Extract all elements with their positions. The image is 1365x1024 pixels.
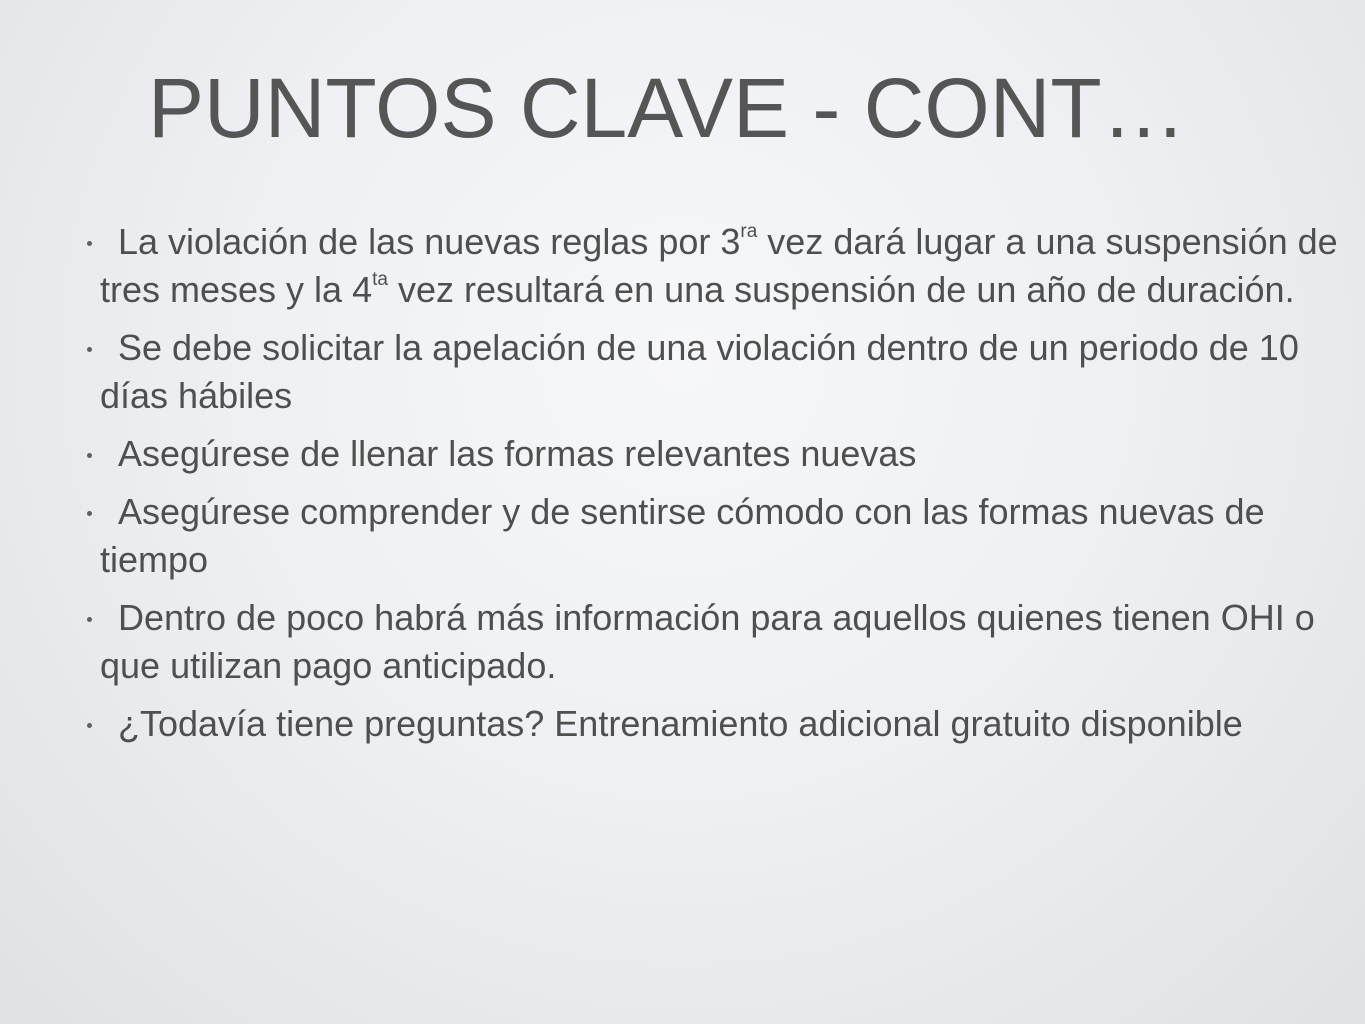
ordinal-superscript: ta bbox=[372, 269, 388, 290]
bullet-item bbox=[82, 700, 1357, 748]
bullet-dot-icon bbox=[87, 347, 92, 352]
bullet-dot-icon bbox=[87, 241, 92, 246]
bullet-item bbox=[82, 488, 1357, 584]
bullet-item bbox=[82, 324, 1357, 420]
bullet-text: La violación de las nuevas reglas por 3 bbox=[118, 221, 741, 262]
bullet-list bbox=[82, 218, 1357, 758]
bullet-dot-icon bbox=[87, 511, 92, 516]
bullet-item bbox=[82, 594, 1357, 690]
bullet-dot-icon bbox=[87, 453, 92, 458]
bullet-dot-icon bbox=[87, 723, 92, 728]
slide-title: PUNTOS CLAVE - CONT… bbox=[148, 61, 1186, 155]
bullet-dot-icon bbox=[87, 617, 92, 622]
bullet-text: vez dará lugar a una suspensión de tres meses y la 4 bbox=[100, 221, 1338, 310]
bullet-item bbox=[82, 430, 1357, 478]
bullet-text: ¿Todavía tiene preguntas? Entrenamiento adicional gratuito disponible bbox=[118, 703, 1243, 744]
ordinal-superscript: ra bbox=[740, 221, 758, 242]
bullet-text: vez resultará en una suspensión de un año de duración. bbox=[387, 269, 1295, 310]
bullet-text: Dentro de poco habrá más información para aquellos quienes tienen OHI o que utilizan pago anticipado. bbox=[100, 597, 1315, 686]
bullet-text: Asegúrese de llenar las formas relevantes nuevas bbox=[118, 433, 917, 474]
bullet-text: Asegúrese comprender y de sentirse cómodo con las formas nuevas de tiempo bbox=[100, 491, 1265, 580]
bullet-text: Se debe solicitar la apelación de una violación dentro de un periodo de 10 días hábiles bbox=[100, 327, 1299, 416]
bullet-item bbox=[82, 218, 1357, 314]
